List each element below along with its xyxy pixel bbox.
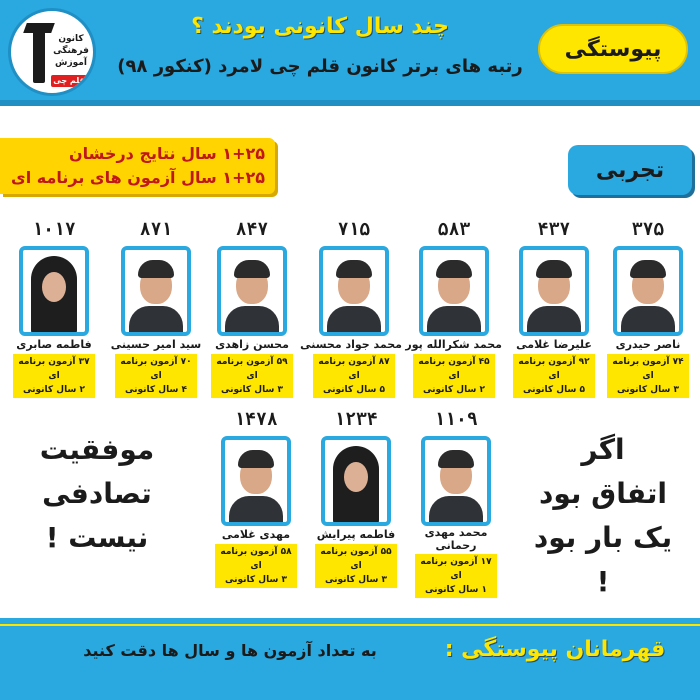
continuity-badge: پیوستگی <box>538 24 688 74</box>
student-stats <box>607 354 689 398</box>
student-stats <box>115 354 197 398</box>
hair-shape <box>536 260 572 278</box>
student-rank: ۵۸۳ <box>437 219 471 240</box>
shirt-shape <box>429 496 483 526</box>
side-slogan-line: اگر <box>581 433 625 466</box>
side-slogan-line: تصادفی <box>42 477 152 510</box>
student-stats <box>215 544 297 588</box>
test-count: ۷۰ آزمون برنامه ای <box>120 357 192 381</box>
years-count: ۵ سال کانونی <box>523 385 585 395</box>
slogan-line: ۱+۲۵ سال آزمون های برنامه ای <box>11 168 265 187</box>
category-badge: تجربی <box>568 145 692 195</box>
logo-line: کانون <box>58 34 84 44</box>
student-card <box>508 218 600 398</box>
kanoon-logo <box>8 8 96 96</box>
years-count: ۳ سال کانونی <box>225 575 287 585</box>
student-rank: ۱۱۰۹ <box>434 409 478 430</box>
test-count: ۴۵ آزمون برنامه ای <box>418 357 490 381</box>
student-photo <box>421 436 491 526</box>
face-shape <box>42 272 66 302</box>
years-count: ۲ سال کانونی <box>23 385 85 395</box>
logo-text <box>49 33 93 69</box>
student-photo <box>321 436 391 526</box>
shirt-shape <box>621 306 675 336</box>
student-card <box>210 408 302 588</box>
logo-tag: قلم چی <box>51 75 87 87</box>
student-stats <box>315 544 397 588</box>
face-shape <box>344 462 368 492</box>
test-count: ۵۸ آزمون برنامه ای <box>220 547 292 571</box>
side-slogan-line: یک بار بود ! <box>533 521 673 598</box>
student-photo <box>121 246 191 336</box>
student-name: محمد شکرالله پور <box>405 338 502 351</box>
student-photo <box>19 246 89 336</box>
student-photo <box>419 246 489 336</box>
years-count: ۳ سال کانونی <box>325 575 387 585</box>
student-rank: ۳۷۵ <box>631 219 665 240</box>
hair-shape <box>630 260 666 278</box>
student-name: علیرضا غلامی <box>516 338 592 351</box>
page-title: چند سال کانونی بودند ؟ <box>191 14 449 39</box>
test-count: ۷۴ آزمون برنامه ای <box>612 357 684 381</box>
test-count: ۹۲ آزمون برنامه ای <box>518 357 590 381</box>
test-count: ۱۷ آزمون برنامه ای <box>420 557 492 581</box>
shirt-shape <box>427 306 481 336</box>
hair-shape <box>436 260 472 278</box>
years-count: ۱ سال کانونی <box>425 585 487 595</box>
student-name: محمد جواد محسنی <box>300 338 402 351</box>
logo-line: فرهنگی <box>53 46 89 56</box>
side-slogan-left <box>22 428 172 560</box>
student-photo <box>613 246 683 336</box>
student-name: محمد مهدی رحمانی <box>424 526 488 552</box>
test-count: ۵۵ آزمون برنامه ای <box>320 547 392 571</box>
student-card <box>310 408 402 588</box>
test-count: ۸۷ آزمون برنامه ای <box>318 357 390 381</box>
years-count: ۲ سال کانونی <box>423 385 485 395</box>
years-count: ۳ سال کانونی <box>617 385 679 395</box>
student-card <box>300 218 402 398</box>
test-count: ۳۷ آزمون برنامه ای <box>18 357 90 381</box>
student-stats <box>313 354 395 398</box>
student-rank: ۱۰۱۷ <box>32 219 76 240</box>
student-rank: ۷۱۵ <box>337 219 371 240</box>
slogan-box <box>0 138 275 194</box>
shirt-shape <box>129 306 183 336</box>
side-slogan-right <box>528 428 678 604</box>
student-name: مهدی غلامی <box>221 528 291 541</box>
footer-subtitle: به تعداد آزمون ها و سال ها دقت کنید <box>83 641 377 660</box>
student-card <box>405 218 502 398</box>
hair-shape <box>238 450 274 468</box>
hair-shape <box>234 260 270 278</box>
test-count: ۵۹ آزمون برنامه ای <box>216 357 288 381</box>
logo-line: آموزش <box>55 58 87 68</box>
years-count: ۵ سال کانونی <box>323 385 385 395</box>
shirt-shape <box>229 496 283 526</box>
side-slogan-line: موفقیت <box>39 433 155 466</box>
shirt-shape <box>225 306 279 336</box>
side-slogan-line: اتفاق بود <box>539 477 667 510</box>
student-name: محسن زاهدی <box>215 338 289 351</box>
years-count: ۴ سال کانونی <box>125 385 187 395</box>
student-card <box>602 218 694 398</box>
student-photo <box>519 246 589 336</box>
student-stats <box>513 354 595 398</box>
student-rank: ۱۴۷۸ <box>234 409 278 430</box>
student-card <box>110 218 202 398</box>
shirt-shape <box>327 306 381 336</box>
student-stats <box>211 354 293 398</box>
student-stats <box>413 354 495 398</box>
footer-divider <box>0 624 700 626</box>
slogan-line: ۱+۲۵ سال نتایج درخشان <box>68 144 265 163</box>
student-rank: ۱۲۳۴ <box>334 409 378 430</box>
hair-shape <box>438 450 474 468</box>
student-card <box>410 408 502 598</box>
footer-title: قهرمانان پیوستگی : <box>444 637 666 662</box>
student-name: فاطمه صابری <box>16 338 92 351</box>
student-card <box>8 218 100 398</box>
student-photo <box>217 246 287 336</box>
student-stats <box>415 554 497 598</box>
student-name: سید امیر حسینی <box>110 338 202 351</box>
student-name: فاطمه پیرایش <box>316 528 396 541</box>
side-slogan-line: نیست ! <box>45 521 149 554</box>
student-rank: ۸۴۷ <box>235 219 269 240</box>
student-rank: ۴۳۷ <box>537 219 571 240</box>
page-subtitle: رتبه های برتر کانون قلم چی لامرد (کنکور ۹۸) <box>117 56 523 77</box>
student-card <box>206 218 298 398</box>
hair-shape <box>336 260 372 278</box>
book-icon <box>33 31 45 83</box>
student-photo <box>221 436 291 526</box>
student-rank: ۸۷۱ <box>139 219 173 240</box>
student-photo <box>319 246 389 336</box>
header-strip <box>0 100 700 106</box>
student-name: ناصر حیدری <box>615 338 681 351</box>
hair-shape <box>138 260 174 278</box>
years-count: ۳ سال کانونی <box>221 385 283 395</box>
shirt-shape <box>527 306 581 336</box>
student-stats <box>13 354 95 398</box>
